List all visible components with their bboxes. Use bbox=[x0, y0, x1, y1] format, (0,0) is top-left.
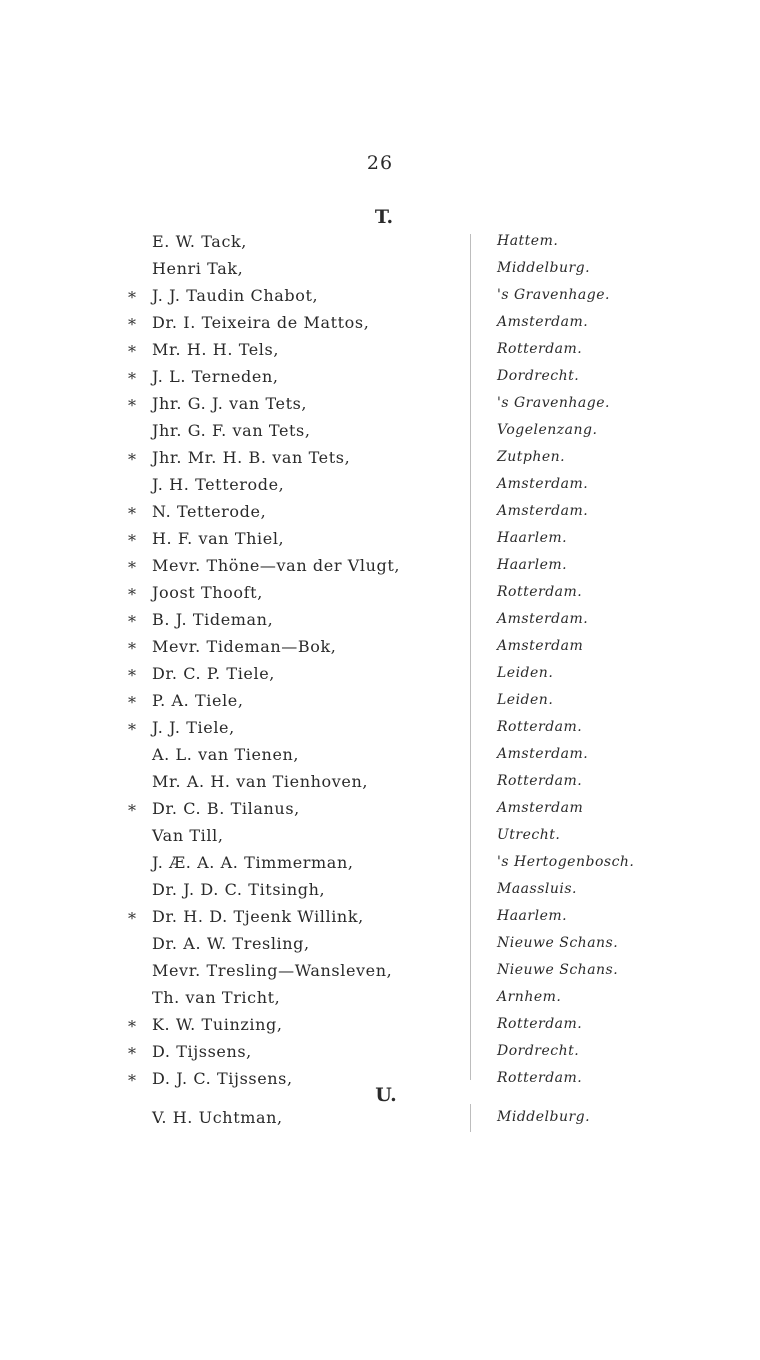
list-item bbox=[0, 799, 760, 826]
member-name: D. Tijssens, bbox=[152, 1042, 252, 1061]
member-place: Dordrecht. bbox=[497, 1043, 580, 1059]
list-item bbox=[0, 610, 760, 637]
member-place: Rotterdam. bbox=[497, 773, 583, 789]
asterisk-marker: * bbox=[128, 666, 136, 685]
list-item bbox=[0, 772, 760, 799]
asterisk-marker: * bbox=[128, 1071, 136, 1090]
member-place: Hattem. bbox=[497, 233, 559, 249]
member-name: Joost Thooft, bbox=[152, 583, 263, 602]
member-name: Mr. H. H. Tels, bbox=[152, 340, 280, 359]
asterisk-marker: * bbox=[128, 450, 136, 469]
list-item bbox=[0, 529, 760, 556]
member-name: Mevr. Thöne—van der Vlugt, bbox=[152, 556, 401, 575]
member-place: Nieuwe Schans. bbox=[497, 962, 619, 978]
member-name: Mr. A. H. van Tienhoven, bbox=[152, 772, 369, 791]
list-item bbox=[0, 448, 760, 475]
list-item bbox=[0, 718, 760, 745]
member-place: Utrecht. bbox=[497, 827, 561, 843]
member-place: Haarlem. bbox=[497, 530, 568, 546]
member-name: J. J. Taudin Chabot, bbox=[152, 286, 319, 305]
member-place: Dordrecht. bbox=[497, 368, 580, 384]
member-name: Dr. A. W. Tresling, bbox=[152, 934, 310, 953]
member-place: Rotterdam. bbox=[497, 719, 583, 735]
list-item bbox=[0, 1015, 760, 1042]
asterisk-marker: * bbox=[128, 1017, 136, 1036]
section-heading-u: U. bbox=[375, 1084, 397, 1106]
asterisk-marker: * bbox=[128, 639, 136, 658]
member-place: Maassluis. bbox=[497, 881, 578, 897]
member-name: P. A. Tiele, bbox=[152, 691, 244, 710]
member-place: Vogelenzang. bbox=[497, 422, 598, 438]
list-item bbox=[0, 556, 760, 583]
member-place: Rotterdam. bbox=[497, 1070, 583, 1086]
list-item bbox=[0, 313, 760, 340]
member-name: Jhr. G. J. van Tets, bbox=[152, 394, 308, 413]
member-place: Leiden. bbox=[497, 692, 554, 708]
member-place: Middelburg. bbox=[497, 260, 591, 276]
member-place: Amsterdam. bbox=[497, 314, 589, 330]
member-name: K. W. Tuinzing, bbox=[152, 1015, 283, 1034]
asterisk-marker: * bbox=[128, 585, 136, 604]
list-item bbox=[0, 637, 760, 664]
list-item bbox=[0, 664, 760, 691]
member-name: Mevr. Tideman—Bok, bbox=[152, 637, 337, 656]
asterisk-marker: * bbox=[128, 801, 136, 820]
member-name: Mevr. Tresling—Wansleven, bbox=[152, 961, 393, 980]
asterisk-marker: * bbox=[128, 531, 136, 550]
member-place: Amsterdam. bbox=[497, 503, 589, 519]
member-place: Amsterdam. bbox=[497, 746, 589, 762]
list-item bbox=[0, 826, 760, 853]
list-item bbox=[0, 232, 760, 259]
list-item bbox=[0, 1069, 760, 1096]
asterisk-marker: * bbox=[128, 693, 136, 712]
member-name: H. F. van Thiel, bbox=[152, 529, 285, 548]
member-place: Rotterdam. bbox=[497, 341, 583, 357]
member-place: Zutphen. bbox=[497, 449, 566, 465]
member-name: J. L. Terneden, bbox=[152, 367, 279, 386]
asterisk-marker: * bbox=[128, 315, 136, 334]
member-name: Th. van Tricht, bbox=[152, 988, 281, 1007]
member-name: E. W. Tack, bbox=[152, 232, 247, 251]
member-place: Arnhem. bbox=[497, 989, 562, 1005]
list-item bbox=[0, 961, 760, 988]
member-name: J. J. Tiele, bbox=[152, 718, 235, 737]
asterisk-marker: * bbox=[128, 288, 136, 307]
member-place: Amsterdam bbox=[497, 800, 584, 816]
member-name: Van Till, bbox=[152, 826, 224, 845]
member-place: Haarlem. bbox=[497, 908, 568, 924]
list-item bbox=[0, 583, 760, 610]
member-place: 's Gravenhage. bbox=[497, 287, 610, 303]
member-place: Amsterdam bbox=[497, 638, 584, 654]
member-place: Amsterdam. bbox=[497, 611, 589, 627]
asterisk-marker: * bbox=[128, 342, 136, 361]
list-item bbox=[0, 691, 760, 718]
list-item bbox=[0, 259, 760, 286]
member-name: B. J. Tideman, bbox=[152, 610, 274, 629]
member-name: Jhr. G. F. van Tets, bbox=[152, 421, 311, 440]
asterisk-marker: * bbox=[128, 909, 136, 928]
asterisk-marker: * bbox=[128, 1044, 136, 1063]
member-name: Jhr. Mr. H. B. van Tets, bbox=[152, 448, 351, 467]
list-item bbox=[0, 394, 760, 421]
member-name: Dr. C. B. Tilanus, bbox=[152, 799, 300, 818]
member-name: N. Tetterode, bbox=[152, 502, 267, 521]
member-place: Nieuwe Schans. bbox=[497, 935, 619, 951]
member-place: 's Hertogenbosch. bbox=[497, 854, 635, 870]
list-item bbox=[0, 745, 760, 772]
asterisk-marker: * bbox=[128, 558, 136, 577]
list-item bbox=[0, 340, 760, 367]
member-name: A. L. van Tienen, bbox=[152, 745, 300, 764]
member-place: Rotterdam. bbox=[497, 584, 583, 600]
section-heading-t: T. bbox=[374, 206, 394, 228]
asterisk-marker: * bbox=[128, 720, 136, 739]
list-item bbox=[0, 502, 760, 529]
member-name: D. J. C. Tijssens, bbox=[152, 1069, 293, 1088]
member-name: V. H. Uchtman, bbox=[152, 1108, 283, 1127]
member-place: 's Gravenhage. bbox=[497, 395, 610, 411]
member-place: Rotterdam. bbox=[497, 1016, 583, 1032]
list-item bbox=[0, 367, 760, 394]
member-name: Dr. J. D. C. Titsingh, bbox=[152, 880, 326, 899]
list-item bbox=[0, 880, 760, 907]
member-name: J. H. Tetterode, bbox=[152, 475, 285, 494]
member-name: Dr. H. D. Tjeenk Willink, bbox=[152, 907, 364, 926]
member-place: Haarlem. bbox=[497, 557, 568, 573]
asterisk-marker: * bbox=[128, 612, 136, 631]
member-name: Dr. I. Teixeira de Mattos, bbox=[152, 313, 370, 332]
list-item bbox=[0, 853, 760, 880]
member-place: Middelburg. bbox=[497, 1109, 591, 1125]
member-name: Dr. C. P. Tiele, bbox=[152, 664, 275, 683]
list-item bbox=[0, 475, 760, 502]
list-item bbox=[0, 934, 760, 961]
member-place: Amsterdam. bbox=[497, 476, 589, 492]
member-place: Leiden. bbox=[497, 665, 554, 681]
list-item bbox=[0, 1108, 760, 1135]
list-item bbox=[0, 988, 760, 1015]
member-name: J. Æ. A. A. Timmerman, bbox=[152, 853, 354, 872]
page-number: 26 bbox=[366, 152, 394, 174]
asterisk-marker: * bbox=[128, 504, 136, 523]
list-item bbox=[0, 1042, 760, 1069]
list-item bbox=[0, 421, 760, 448]
list-item bbox=[0, 907, 760, 934]
list-item bbox=[0, 286, 760, 313]
member-name: Henri Tak, bbox=[152, 259, 244, 278]
asterisk-marker: * bbox=[128, 369, 136, 388]
asterisk-marker: * bbox=[128, 396, 136, 415]
